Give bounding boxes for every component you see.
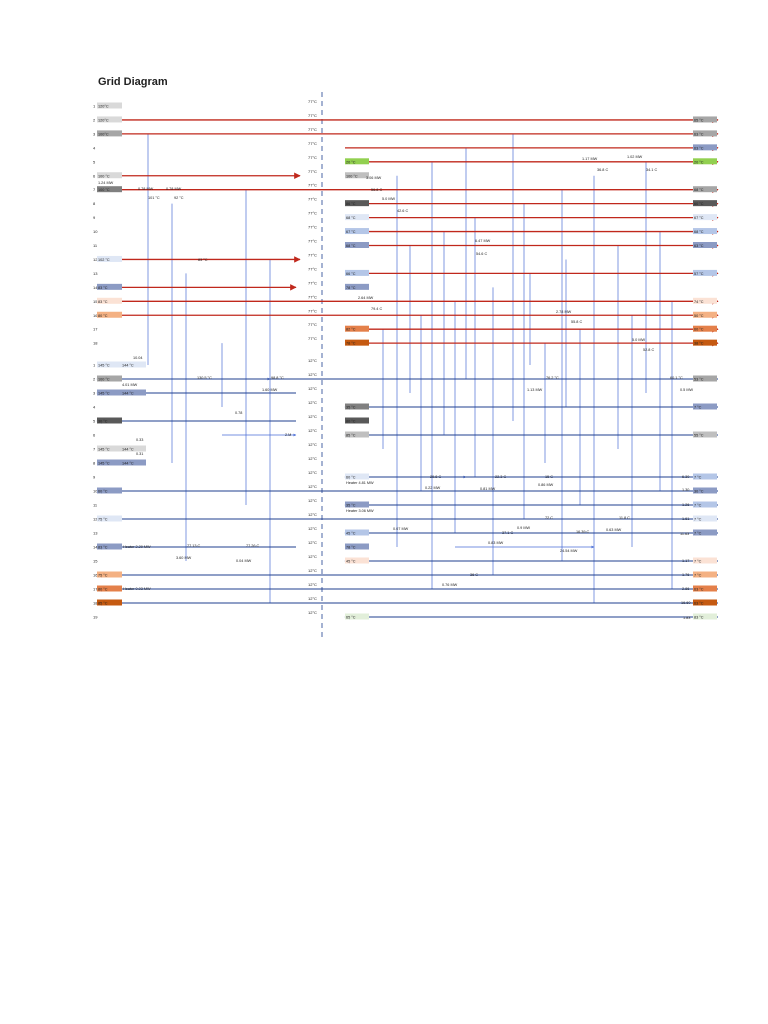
stream-target-temp: 50 °C xyxy=(694,313,704,318)
stream-id: 16 xyxy=(93,572,98,578)
annotation-label: 79.4 C xyxy=(371,307,383,311)
annotation-label: 1.83 xyxy=(683,616,691,620)
divider-temp-label: 77°C xyxy=(308,154,317,160)
stream-mid-temp: 82 °C xyxy=(346,327,356,332)
stream-supply-temp: 85 °C xyxy=(98,601,108,606)
annotation-label: 2.78 MW xyxy=(556,310,572,314)
annotation-label: 1.26 xyxy=(682,503,690,507)
annotation-label: 16.60 xyxy=(681,601,691,605)
annotation-label: 4.01 MW xyxy=(122,383,138,387)
stream-target-temp: 55 °C xyxy=(694,433,704,438)
stream-supply-temp: 145 °C xyxy=(98,447,110,452)
stream-id: 3 xyxy=(93,131,96,137)
annotation-label: 1.60 MW xyxy=(262,388,278,392)
stream-supply-temp: 102 °C xyxy=(98,257,110,262)
annotation-label: 77.13 C xyxy=(187,544,201,548)
annotation-label: 0.78 MW xyxy=(138,187,154,191)
annotation-label: 52.8 C xyxy=(643,348,655,352)
divider-temp-label: 77°C xyxy=(308,252,317,258)
stream-mid-temp: 35 °C xyxy=(346,405,356,410)
annotation-label: 36.8 C xyxy=(597,168,609,172)
divider-temp-label: 77°C xyxy=(308,126,317,132)
stream-target-temp: 74 °C xyxy=(694,299,704,304)
stream-mid-temp: 35 °C xyxy=(346,503,356,508)
divider-temp-label: 12°C xyxy=(308,442,317,447)
divider-temp-label: 12°C xyxy=(308,554,317,559)
divider-temp-label: 12°C xyxy=(308,582,317,587)
stream-supply-temp: 75 °C xyxy=(98,573,108,578)
divider-temp-label: 77°C xyxy=(308,294,317,300)
stream-id: 16 xyxy=(93,312,98,318)
stream-target-temp: 7 °C xyxy=(694,573,702,578)
annotation-label: 98.8 °C xyxy=(271,376,284,380)
stream-supply-temp: 120°C xyxy=(98,104,109,109)
divider-temp-label: 77°C xyxy=(308,140,317,146)
divider-temp-label: 12°C xyxy=(308,400,317,405)
divider-temp-label: 77°C xyxy=(308,168,317,174)
annotation-label: 42.6 C xyxy=(397,209,409,213)
annotation-label: 2.M xyxy=(285,433,292,437)
stream-id: 7 xyxy=(93,446,96,452)
stream-target-temp: 7 °C xyxy=(694,517,702,522)
stream-id: 2 xyxy=(93,117,96,123)
annotation-label: 37.1 C xyxy=(502,531,514,535)
annotation-label: 36 C xyxy=(470,573,479,577)
annotation-label: 0.78 MW xyxy=(166,187,182,191)
stream-id: 4 xyxy=(93,145,96,151)
stream-target-temp: 30 °C xyxy=(694,489,704,494)
divider-temp-label: 77°C xyxy=(308,280,317,286)
stream-id: 1 xyxy=(93,103,96,109)
stream-id: 8 xyxy=(93,201,96,207)
stream-id: 5 xyxy=(93,159,96,165)
divider-temp-label: 12°C xyxy=(308,568,317,573)
stream-target-temp: 7 °C xyxy=(694,503,702,508)
annotation-label: 83 °C xyxy=(198,258,208,262)
stream-supply-temp: 80 °C xyxy=(98,587,108,592)
stream-supply-temp: 83 °C xyxy=(98,545,108,550)
annotation-label: 2.64 MW xyxy=(358,296,374,300)
stream-target-temp: 7 °C xyxy=(694,531,702,536)
divider-temp-label: 77°C xyxy=(308,210,317,216)
annotation-label: 2.86 xyxy=(682,587,690,591)
stream-target-temp: 63 °C xyxy=(694,244,704,248)
divider-temp-label: 12°C xyxy=(308,540,317,545)
stream-target-temp: 60 °C xyxy=(694,327,704,332)
divider-temp-label: 12°C xyxy=(308,414,317,419)
annotation-label: 24.54 MW xyxy=(560,549,578,553)
stream-supply-temp: 75 °C xyxy=(98,517,108,522)
annotation-label: 56.8 C xyxy=(371,188,383,192)
stream-mid-temp: 86 °C xyxy=(346,202,356,207)
annotation-label: 0.04 MW xyxy=(236,559,252,563)
stream-id: 17 xyxy=(93,326,98,332)
annotation-label: 76.2 °C xyxy=(546,376,559,380)
divider-temp-label: 77°C xyxy=(308,112,317,118)
stream-target-temp: 67 °C xyxy=(694,216,704,221)
stream-target-temp: 63 °C xyxy=(694,601,704,606)
annotation-label: 0.22 MW xyxy=(425,486,441,490)
annotation-label: Heater 0.03 MW xyxy=(123,587,151,591)
stream-mid-temp: 78 °C xyxy=(346,341,356,346)
stream-supply-temp: 83 °C xyxy=(98,285,108,290)
annotation-label: Heater 2.29 MW xyxy=(123,545,151,549)
stream-id: 1 xyxy=(93,362,96,368)
divider-temp-label: 77°C xyxy=(308,238,317,244)
stream-id: 12 xyxy=(93,516,98,522)
divider-temp-label: 77°C xyxy=(308,182,317,188)
stream-mid-temp: 68 °C xyxy=(346,216,356,221)
annotation-label: 34.1 C xyxy=(646,168,658,172)
divider-temp-label: 77°C xyxy=(308,99,317,104)
annotation-label: 1.17 xyxy=(682,559,690,563)
stream-id: 6 xyxy=(93,173,96,179)
annotation-label: 1.61 xyxy=(682,517,690,521)
stream-supply-temp: 100 °C xyxy=(98,188,110,193)
stream-mid-temp: 65 °C xyxy=(346,615,356,620)
annotation-label: 6.47 MW xyxy=(475,239,491,243)
annotation-label: 11.8 C xyxy=(619,516,630,520)
stream-supply-temp: 100 °C xyxy=(98,377,110,382)
stream-id: 4 xyxy=(93,404,96,410)
divider-temp-label: 12°C xyxy=(308,456,317,461)
divider-temp-label: 12°C xyxy=(308,596,317,601)
annotation-label: 16.39 C xyxy=(576,530,590,534)
divider-temp-label: 12°C xyxy=(308,470,317,475)
annotation-label: 1.02 MW xyxy=(627,155,643,159)
stream-id: 6 xyxy=(93,432,96,438)
divider-temp-label: 12°C xyxy=(308,610,317,615)
stream-extra-temp: 144 °C xyxy=(122,447,134,452)
stream-id: 8 xyxy=(93,460,96,466)
divider-temp-label: 12°C xyxy=(308,512,317,517)
annotation-label: 72 C xyxy=(545,516,554,520)
annotation-label: 0.63 MW xyxy=(606,528,622,532)
stream-target-temp: 65 °C xyxy=(694,118,704,123)
annotation-label: Heater 4.81 MW xyxy=(346,481,374,485)
annotation-label: 77.26 C xyxy=(246,544,260,548)
annotation-label: 60.1 °C xyxy=(670,376,683,380)
annotation-label: 0.5 MW xyxy=(680,388,694,392)
annotations xyxy=(98,155,693,620)
stream-target-temp: 68 °C xyxy=(694,230,704,235)
stream-id: 10 xyxy=(93,488,98,494)
stream-id: 5 xyxy=(93,418,96,424)
stream-labels xyxy=(93,99,717,620)
annotation-label: 3.06 MW xyxy=(366,176,382,180)
annotation-label: 3.60 MW xyxy=(176,556,192,560)
stream-id: 9 xyxy=(93,215,96,221)
stream-mid-temp: 45 °C xyxy=(346,559,356,564)
divider-temp-label: 77°C xyxy=(308,322,317,328)
stream-target-temp: 63 °C xyxy=(694,146,704,151)
stream-target-temp: 7 °C xyxy=(694,405,702,410)
stream-supply-temp: 145 °C xyxy=(98,391,110,396)
stream-extra-temp: 144 °C xyxy=(122,363,134,368)
divider-temp-label: 12°C xyxy=(308,484,317,489)
stream-target-temp: 20 °C xyxy=(694,160,704,165)
annotation-label: 29.8 C xyxy=(430,475,442,479)
stream-id: 14 xyxy=(93,544,98,550)
stream-mid-temp: 67 °C xyxy=(346,230,356,235)
annotation-label: 6.30 xyxy=(682,475,690,479)
annotation-label: 1.76 xyxy=(682,573,690,577)
stream-id: 18 xyxy=(93,340,98,346)
annotation-label: 10.04 xyxy=(133,356,143,360)
stream-target-temp: 57 °C xyxy=(694,271,704,276)
stream-id: 15 xyxy=(93,298,98,304)
annotation-label: 1.13 MW xyxy=(527,388,543,392)
annotation-label: 11.63 xyxy=(680,532,690,536)
stream-id: 3 xyxy=(93,390,96,396)
stream-target-temp: 38 °C xyxy=(694,341,704,346)
divider-temp-label: 77°C xyxy=(308,266,317,272)
stream-id: 18 xyxy=(93,600,98,606)
stream-id: 7 xyxy=(93,187,96,193)
divider-temp-label: 77°C xyxy=(308,336,317,342)
stream-id: 17 xyxy=(93,586,98,592)
divider-temp-label: 12°C xyxy=(308,372,317,377)
divider-temp-label: 12°C xyxy=(308,386,317,391)
divider-temp-label: 77°C xyxy=(308,196,317,202)
stream-mid-temp: 68 °C xyxy=(346,244,356,248)
diagram-title: Grid Diagram xyxy=(98,76,168,88)
stream-mid-temp: 45 °C xyxy=(346,531,356,536)
stream-supply-temp: 120°C xyxy=(98,118,109,123)
stream-supply-temp: 60 °C xyxy=(98,489,108,494)
stream-extra-temp: 144 °C xyxy=(122,391,134,396)
stream-supply-temp: 100 °C xyxy=(98,174,110,179)
stream-id: 13 xyxy=(93,530,98,536)
stream-id: 12 xyxy=(93,256,98,262)
stream-extra-temp: 144 °C xyxy=(122,461,134,466)
stream-id: 10 xyxy=(93,229,98,235)
annotation-label: 5.0 MW xyxy=(382,197,396,201)
stream-mid-temp: 100 °C xyxy=(346,174,358,179)
annotation-label: 0.76 MW xyxy=(442,583,458,587)
stream-supply-temp: 100°C xyxy=(98,132,109,137)
annotation-label: 1.24 MW xyxy=(98,181,114,185)
annotation-label: 130.5 °C xyxy=(197,376,212,380)
annotation-label: 0.81 MW xyxy=(480,487,496,491)
annotation-label: 54.6 C xyxy=(476,252,488,256)
annotation-label: 0.9 MW xyxy=(517,526,531,530)
stream-id: 14 xyxy=(93,284,98,290)
annotation-label: 0.07 MW xyxy=(393,527,409,531)
stream-mid-temp: 78 °C xyxy=(346,285,356,290)
stream-mid-temp: 85 °C xyxy=(346,433,356,438)
stream-supply-temp: 145 °C xyxy=(98,461,110,466)
stream-target-temp: 7 °C xyxy=(694,475,702,480)
annotation-label: 0.86 MW xyxy=(538,483,554,487)
annotation-label: 15 C xyxy=(545,475,554,479)
annotation-label: 22.3 C xyxy=(495,475,507,479)
annotation-label: 0.83 MW xyxy=(488,541,504,545)
divider-temp-label: 77°C xyxy=(308,224,317,230)
annotation-label: Heater 3.06 MW xyxy=(346,509,374,513)
stream-mid-temp: 80 °C xyxy=(346,419,356,424)
annotation-label: 0.31 xyxy=(136,452,144,456)
stream-id: 15 xyxy=(93,558,98,564)
stream-mid-temp: 20 °C xyxy=(346,160,356,165)
stream-target-temp: 60 °C xyxy=(694,202,704,207)
stream-id: 13 xyxy=(93,270,98,276)
stream-id: 9 xyxy=(93,474,96,480)
annotation-label: 0.78 xyxy=(235,411,243,415)
annotation-label: 1.30 xyxy=(682,488,690,492)
stream-mid-temp: 78 °C xyxy=(346,545,356,550)
stream-id: 2 xyxy=(93,376,96,382)
divider-temp-label: 12°C xyxy=(308,526,317,531)
stream-id: 11 xyxy=(93,243,98,248)
divider-temp-label: 77°C xyxy=(308,308,317,314)
stream-mid-temp: 60 °C xyxy=(346,475,356,480)
stream-id: 11 xyxy=(93,502,98,508)
annotation-label: 1.17 MW xyxy=(582,157,598,161)
annotation-label: 5.0 MW xyxy=(632,338,646,342)
annotation-label: 0.33 xyxy=(136,438,144,442)
divider-temp-label: 12°C xyxy=(308,358,317,363)
annotation-label: 55.8 C xyxy=(571,320,583,324)
stream-target-temp: 68 °C xyxy=(694,188,704,193)
stream-target-temp: 53 °C xyxy=(694,377,704,382)
stream-target-temp: 63 °C xyxy=(694,587,704,592)
stream-supply-temp: 83 °C xyxy=(98,299,108,304)
stream-target-temp: 63 °C xyxy=(694,132,704,137)
stream-mid-temp: 66 °C xyxy=(346,271,356,276)
stream-supply-temp: 30 °C xyxy=(98,419,108,424)
stream-id: 19 xyxy=(93,614,98,620)
stream-target-temp: 7 °C xyxy=(694,559,702,564)
divider-temp-label: 12°C xyxy=(308,428,317,433)
stream-supply-temp: 80 °C xyxy=(98,313,108,318)
annotation-label: 92 °C xyxy=(174,196,184,200)
annotation-label: 101 °C xyxy=(148,196,160,200)
divider-temp-label: 12°C xyxy=(308,498,317,503)
stream-target-temp: 83 °C xyxy=(694,615,704,620)
stream-supply-temp: 145 °C xyxy=(98,363,110,368)
